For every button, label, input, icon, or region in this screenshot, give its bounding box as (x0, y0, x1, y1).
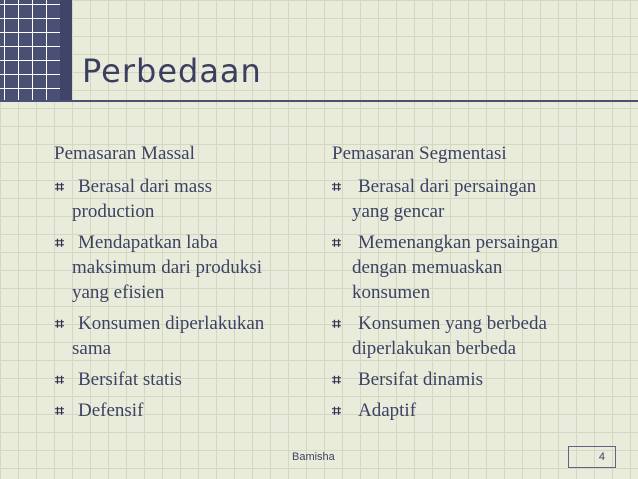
right-column (332, 142, 628, 429)
grid-bullet-icon: ⌗ (55, 370, 65, 389)
bullet-text-line: production (72, 201, 155, 222)
bullet-text-line: diperlakukan berbeda (352, 338, 517, 359)
left-column (54, 142, 316, 429)
bullet-text-line: Mendapatkan laba (78, 232, 218, 253)
bullet-text-line: Defensif (78, 400, 144, 421)
bullet-text-line: Bersifat statis (78, 369, 182, 390)
bullet-text-line: yang gencar (352, 201, 445, 222)
bullet-text-line: Memenangkan persaingan (358, 232, 558, 253)
bullet-item (54, 174, 316, 224)
grid-bullet-icon: ⌗ (332, 177, 342, 196)
grid-bullet-icon: ⌗ (332, 370, 342, 389)
bullet-item (54, 398, 316, 423)
bullet-item (332, 174, 628, 224)
right-column-list (332, 174, 628, 423)
page-number: 4 (568, 446, 616, 468)
right-column-heading: Pemasaran Segmentasi (332, 143, 507, 164)
grid-bullet-icon: ⌗ (55, 314, 65, 333)
bullet-text-line: Berasal dari persaingan (358, 176, 537, 197)
bullet-text-line: yang efisien (72, 282, 165, 303)
footer-author: Bamisha (292, 451, 335, 463)
bullet-item (54, 311, 316, 361)
title-divider (0, 100, 638, 102)
bullet-item (332, 311, 628, 361)
bullet-text-line: Konsumen yang berbeda (358, 313, 547, 334)
bullet-item (332, 367, 628, 392)
bullet-text-line: maksimum dari produksi (72, 257, 262, 278)
bullet-text-line: Adaptif (358, 400, 417, 421)
bullet-item (54, 367, 316, 392)
decorative-bar-edge (60, 0, 72, 102)
bullet-item (332, 398, 628, 423)
bullet-text-line: sama (72, 338, 112, 359)
left-column-heading: Pemasaran Massal (54, 143, 195, 164)
grid-bullet-icon: ⌗ (55, 401, 65, 420)
bullet-text-line: dengan memuaskan (352, 257, 503, 278)
grid-bullet-icon: ⌗ (332, 233, 342, 252)
bullet-item (332, 230, 628, 305)
left-column-list (54, 174, 316, 423)
grid-bullet-icon: ⌗ (332, 401, 342, 420)
bullet-text-line: Berasal dari mass (78, 176, 213, 197)
slide-title: Perbedaan (82, 52, 262, 90)
bullet-text-line: konsumen (352, 282, 431, 303)
bullet-item (54, 230, 316, 305)
bullet-text-line: Konsumen diperlakukan (78, 313, 265, 334)
decorative-grid-bar (0, 0, 60, 102)
bullet-text-line: Bersifat dinamis (358, 369, 484, 390)
grid-bullet-icon: ⌗ (55, 177, 65, 196)
grid-bullet-icon: ⌗ (332, 314, 342, 333)
grid-bullet-icon: ⌗ (55, 233, 65, 252)
